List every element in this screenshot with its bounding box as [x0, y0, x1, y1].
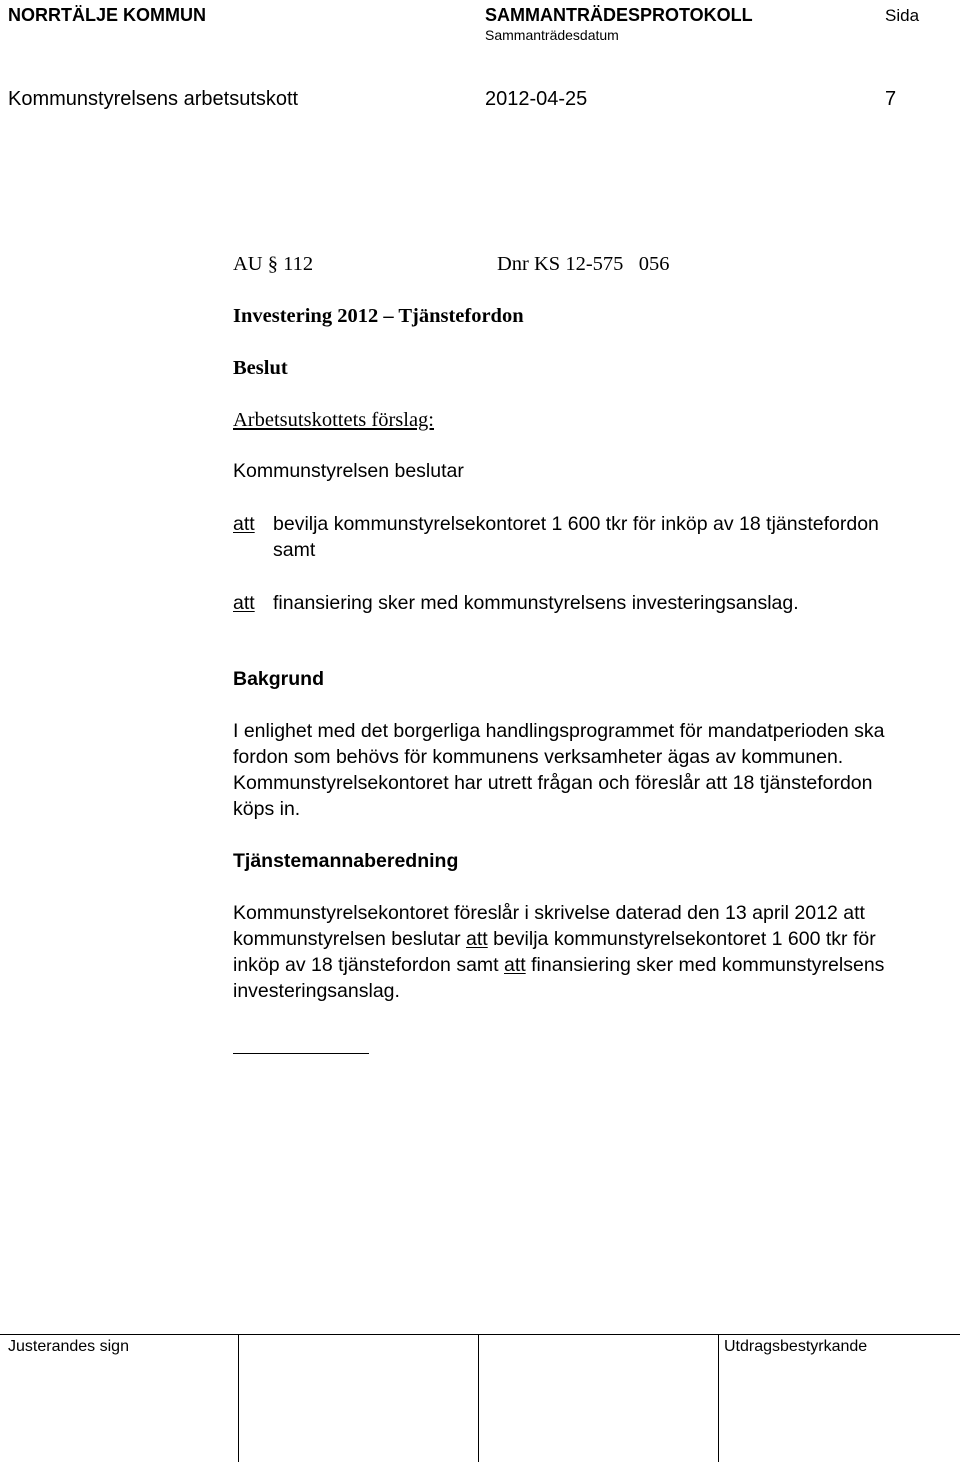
att-marker: att [233, 592, 255, 614]
decision-item-line: finansiering sker med kommunstyrelsens investeringsanslag. [273, 592, 799, 614]
signature-box-divider [718, 1334, 719, 1462]
att-marker: att [504, 954, 526, 976]
background-line: Kommunstyrelsekontoret har utrett frågan och föreslår att 18 tjänstefordon [233, 772, 873, 794]
meeting-date-label: Sammanträdesdatum [485, 27, 619, 43]
signature-box-divider [478, 1334, 479, 1462]
paragraph-number: AU § 112 [233, 253, 314, 275]
protocol-title: SAMMANTRÄDESPROTOKOLL [485, 5, 753, 25]
att-marker: att [466, 928, 488, 950]
proposal-label: Arbetsutskottets förslag: [233, 409, 434, 431]
decision-heading: Beslut [233, 357, 288, 379]
preparation-heading: Tjänstemannaberedning [233, 850, 459, 872]
decision-item-line: samt [273, 539, 316, 561]
signature-box-divider [238, 1334, 239, 1462]
page-label: Sida [885, 6, 920, 25]
adjusters-sign-label: Justerandes sign [8, 1338, 129, 1355]
extract-verifier-label: Utdragsbestyrkande [724, 1338, 868, 1355]
diary-number: Dnr KS 12-575 056 [497, 253, 670, 275]
preparation-line: inköp av 18 tjänstefordon samt att finansiering sker med kommunstyrelsens [233, 954, 885, 976]
background-line: I enlighet med det borgerliga handlingsprogrammet för mandatperioden ska [233, 720, 885, 742]
decision-intro: Kommunstyrelsen beslutar [233, 460, 464, 482]
background-heading: Bakgrund [233, 668, 325, 690]
preparation-line: Kommunstyrelsekontoret föreslår i skrivelse daterad den 13 april 2012 att [233, 902, 865, 924]
decision-item-line: bevilja kommunstyrelsekontoret 1 600 tkr för inköp av 18 tjänstefordon [273, 513, 879, 535]
page-number: 7 [885, 88, 897, 110]
committee-name: Kommunstyrelsens arbetsutskott [8, 88, 299, 110]
municipality-name: NORRTÄLJE KOMMUN [8, 5, 206, 25]
background-line: fordon som behövs för kommunens verksamheter ägas av kommunen. [233, 746, 844, 768]
footer-divider [0, 1334, 960, 1335]
att-marker: att [233, 513, 255, 535]
background-line: köps in. [233, 798, 301, 820]
separator-line [233, 1053, 369, 1054]
meeting-date: 2012-04-25 [485, 88, 588, 110]
case-title: Investering 2012 – Tjänstefordon [233, 305, 524, 327]
preparation-line: investeringsanslag. [233, 980, 400, 1002]
preparation-line: kommunstyrelsen beslutar att bevilja kommunstyrelsekontoret 1 600 tkr för [233, 928, 876, 950]
